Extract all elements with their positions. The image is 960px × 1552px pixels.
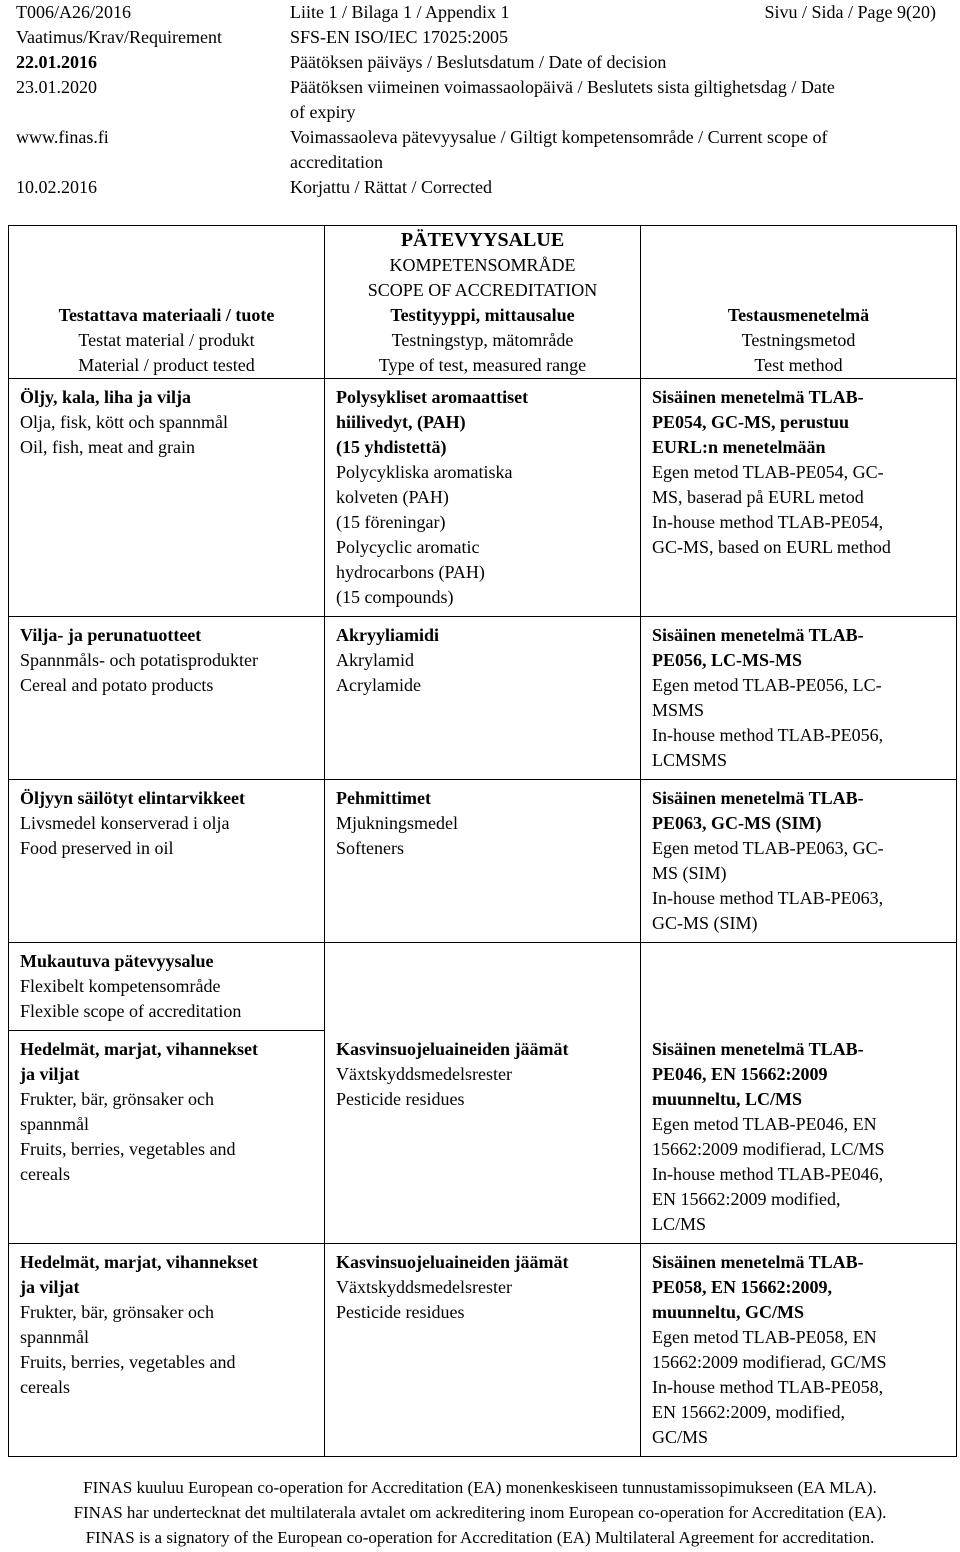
- flexible-scope-title: Mukautuva pätevyysalue: [20, 951, 214, 971]
- cell-text: In-house method TLAB-PE063,: [652, 888, 884, 908]
- cell-text: Pesticide residues: [336, 1088, 465, 1109]
- cell-text-bold: Pehmittimet: [336, 788, 431, 808]
- expiry-date: 23.01.2020: [16, 77, 97, 97]
- cell-text: Egen metod TLAB-PE056, LC-: [652, 675, 882, 695]
- cell-text-bold: ja viljat: [20, 1276, 80, 1297]
- column-header-sv: Testat material / produkt: [78, 330, 255, 350]
- header-row: [0, 175, 960, 200]
- cell-text-bold: (15 yhdistettä): [336, 437, 447, 457]
- cell-text: LC/MS: [652, 1213, 707, 1234]
- cell-text-bold: Polysykliset aromaattiset: [336, 387, 529, 407]
- test-method-cell: [641, 617, 957, 780]
- cell-text: Egen metod TLAB-PE054, GC-: [652, 462, 884, 482]
- cell-text-bold: Kasvinsuojeluaineiden jäämät: [336, 1038, 569, 1059]
- website-link[interactable]: www.finas.fi: [16, 127, 109, 147]
- requirement-label: Vaatimus/Krav/Requirement: [16, 27, 222, 47]
- header-row: [0, 75, 960, 100]
- cell-text-bold: Sisäinen menetelmä TLAB-: [652, 1038, 864, 1059]
- cell-text-bold: Sisäinen menetelmä TLAB-: [652, 625, 864, 645]
- cell-text: Frukter, bär, grönsaker och: [20, 1301, 214, 1322]
- column-header-sv: Testningsmetod: [741, 330, 856, 350]
- test-type-cell: [325, 1031, 641, 1244]
- cell-text: Växtskyddsmedelsrester: [336, 1276, 512, 1297]
- header-row: [0, 50, 960, 75]
- cell-text: Egen metod TLAB-PE058, EN: [652, 1326, 877, 1347]
- cell-text: (15 compounds): [336, 587, 454, 607]
- footer-line-fi: FINAS kuuluu European co-operation for Accreditation (EA) monenkeskiseen tunnustamissopimukseen (EA MLA).: [83, 1478, 877, 1497]
- cell-text: Fruits, berries, vegetables and: [20, 1139, 236, 1159]
- page-footer: [0, 1475, 960, 1550]
- cell-text: Egen metod TLAB-PE063, GC-: [652, 838, 884, 858]
- cell-text-bold: Akryyliamidi: [336, 625, 440, 645]
- expiry-date-label-cont: of expiry: [290, 102, 356, 122]
- cell-text: Egen metod TLAB-PE046, EN: [652, 1113, 877, 1134]
- test-type-cell: [325, 617, 641, 780]
- column-header-en: Test method: [754, 355, 843, 375]
- table-row: [9, 1031, 957, 1244]
- test-type-cell: [325, 780, 641, 943]
- cell-text: In-house method TLAB-PE056,: [652, 725, 884, 745]
- cell-text-bold: Hedelmät, marjat, vihannekset: [20, 1039, 258, 1059]
- table-row: [9, 780, 957, 943]
- cell-text: MS (SIM): [652, 863, 727, 883]
- cell-text-bold: ja viljat: [20, 1064, 80, 1084]
- column-header-method: [641, 226, 957, 379]
- cell-text: Acrylamide: [336, 675, 421, 695]
- cell-text-bold: Kasvinsuojeluaineiden jäämät: [336, 1251, 569, 1272]
- scope-title-sv: KOMPETENSOMRÅDE: [389, 255, 576, 275]
- cell-text: 15662:2009 modifierad, GC/MS: [652, 1351, 887, 1372]
- table-row: [9, 379, 957, 617]
- cell-text: GC/MS: [652, 1426, 709, 1447]
- material-cell: [9, 379, 325, 617]
- cell-text-bold: Öljy, kala, liha ja vilja: [20, 387, 192, 407]
- decision-date: 22.01.2016: [16, 52, 97, 72]
- document-code: T006/A26/2016: [16, 2, 131, 22]
- cell-text: cereals: [20, 1164, 70, 1184]
- test-method-cell: [641, 780, 957, 943]
- flexible-scope-en: Flexible scope of accreditation: [20, 1001, 242, 1021]
- empty-cell: [325, 943, 641, 1031]
- cell-text: In-house method TLAB-PE054,: [652, 512, 884, 532]
- page-number: Sivu / Sida / Page 9(20): [764, 2, 936, 22]
- test-type-cell: [325, 379, 641, 617]
- cell-text-bold: muunneltu, LC/MS: [652, 1088, 803, 1109]
- material-cell: [9, 617, 325, 780]
- scope-table: [8, 225, 957, 1457]
- column-header-test: [325, 226, 641, 379]
- cell-text: Oil, fish, meat and grain: [20, 437, 195, 457]
- cell-text-bold: Sisäinen menetelmä TLAB-: [652, 1251, 864, 1272]
- cell-text: EN 15662:2009 modified,: [652, 1188, 841, 1209]
- flexible-scope-sv: Flexibelt kompetensområde: [20, 976, 221, 996]
- cell-text-bold: PE063, GC-MS (SIM): [652, 813, 822, 833]
- column-header-sv: Testningstyp, mätområde: [391, 330, 574, 350]
- column-header-en: Material / product tested: [78, 355, 255, 375]
- cell-text: In-house method TLAB-PE046,: [652, 1163, 884, 1184]
- cell-text: Cereal and potato products: [20, 675, 214, 695]
- column-header-fi: Testausmenetelmä: [727, 305, 870, 325]
- cell-text: Food preserved in oil: [20, 838, 174, 858]
- scope-label: Voimassaoleva pätevyysalue / Giltigt kompetensområde / Current scope of: [290, 127, 828, 147]
- cell-text-bold: muunneltu, GC/MS: [652, 1301, 805, 1322]
- cell-text: EN 15662:2009, modified,: [652, 1401, 845, 1422]
- header-row: [0, 25, 960, 50]
- column-header-en: Type of test, measured range: [378, 355, 587, 375]
- test-method-cell: [641, 379, 957, 617]
- cell-text: Växtskyddsmedelsrester: [336, 1063, 512, 1084]
- scope-title-en: SCOPE OF ACCREDITATION: [367, 280, 598, 300]
- cell-text: spannmål: [20, 1114, 89, 1134]
- cell-text: GC-MS (SIM): [652, 913, 758, 933]
- cell-text: Fruits, berries, vegetables and: [20, 1351, 236, 1372]
- column-header-material: [9, 226, 325, 379]
- cell-text-bold: PE054, GC-MS, perustuu: [652, 412, 850, 432]
- cell-text: kolveten (PAH): [336, 487, 449, 507]
- cell-text: Mjukningsmedel: [336, 813, 458, 833]
- cell-text-bold: PE058, EN 15662:2009,: [652, 1276, 832, 1297]
- cell-text: Polycyclic aromatic: [336, 537, 480, 557]
- appendix-label: Liite 1 / Bilaga 1 / Appendix 1: [290, 2, 510, 22]
- table-row: [9, 617, 957, 780]
- flexible-scope-row: [9, 943, 957, 1031]
- cell-text-bold: PE046, EN 15662:2009: [652, 1063, 828, 1084]
- cell-text: Frukter, bär, grönsaker och: [20, 1089, 214, 1109]
- cell-text-bold: Sisäinen menetelmä TLAB-: [652, 788, 864, 808]
- cell-text-bold: Hedelmät, marjat, vihannekset: [20, 1251, 258, 1272]
- cell-text-bold: Sisäinen menetelmä TLAB-: [652, 387, 864, 407]
- cell-text: LCMSMS: [652, 750, 728, 770]
- material-cell: [9, 1243, 325, 1456]
- test-type-cell: [325, 1243, 641, 1456]
- requirement-standard: SFS-EN ISO/IEC 17025:2005: [290, 27, 509, 47]
- scope-label-cont: accreditation: [290, 152, 383, 172]
- cell-text: cereals: [20, 1376, 70, 1397]
- cell-text: Softeners: [336, 838, 404, 858]
- footer-line-en: FINAS is a signatory of the European co-operation for Accreditation (EA) Multilateral Agreement for accreditation.: [85, 1528, 875, 1547]
- cell-text-bold: PE056, LC-MS-MS: [652, 650, 802, 670]
- cell-text: GC-MS, based on EURL method: [652, 537, 891, 557]
- cell-text: spannmål: [20, 1326, 89, 1347]
- table-row: [9, 1243, 957, 1456]
- cell-text-bold: Vilja- ja perunatuotteet: [20, 625, 202, 645]
- decision-date-label: Päätöksen päiväys / Beslutsdatum / Date of decision: [290, 52, 667, 72]
- test-method-cell: [641, 1031, 957, 1244]
- column-header-fi: Testattava materiaali / tuote: [58, 305, 275, 325]
- test-method-cell: [641, 1243, 957, 1456]
- header-row: [0, 150, 960, 175]
- cell-text: Spannmåls- och potatisprodukter: [20, 650, 258, 670]
- scope-title-fi: PÄTEVYYSALUE: [400, 229, 565, 251]
- cell-text: In-house method TLAB-PE058,: [652, 1376, 884, 1397]
- expiry-date-label: Päätöksen viimeinen voimassaolopäivä / Beslutets sista giltighetsdag / Date: [290, 77, 835, 97]
- material-cell: [9, 780, 325, 943]
- header-row: [0, 100, 960, 125]
- cell-text: Polycykliska aromatiska: [336, 462, 513, 482]
- header-row: [0, 125, 960, 150]
- cell-text: MS, baserad på EURL metod: [652, 487, 864, 507]
- cell-text: Pesticide residues: [336, 1301, 465, 1322]
- cell-text-bold: hiilivedyt, (PAH): [336, 412, 466, 432]
- corrected-date: 10.02.2016: [16, 177, 97, 197]
- cell-text: Olja, fisk, kött och spannmål: [20, 412, 228, 432]
- corrected-label: Korjattu / Rättat / Corrected: [290, 177, 492, 197]
- cell-text-bold: Öljyyn säilötyt elintarvikkeet: [20, 788, 245, 808]
- table-header-row: [9, 226, 957, 379]
- cell-text: hydrocarbons (PAH): [336, 562, 485, 582]
- material-cell: [9, 1031, 325, 1244]
- cell-text: 15662:2009 modifierad, LC/MS: [652, 1138, 885, 1159]
- empty-cell: [641, 943, 957, 1031]
- cell-text: (15 föreningar): [336, 512, 446, 532]
- cell-text: MSMS: [652, 700, 705, 720]
- cell-text: Akrylamid: [336, 650, 414, 670]
- cell-text-bold: EURL:n menetelmään: [652, 437, 826, 457]
- cell-text: Livsmedel konserverad i olja: [20, 813, 230, 833]
- flexible-scope-cell: [9, 943, 325, 1031]
- header-row: [0, 0, 960, 25]
- footer-line-sv: FINAS har undertecknat det multilaterala avtalet om ackreditering inom European co-operation for Accreditation (EA).: [73, 1503, 887, 1522]
- column-header-fi: Testityyppi, mittausalue: [390, 305, 575, 325]
